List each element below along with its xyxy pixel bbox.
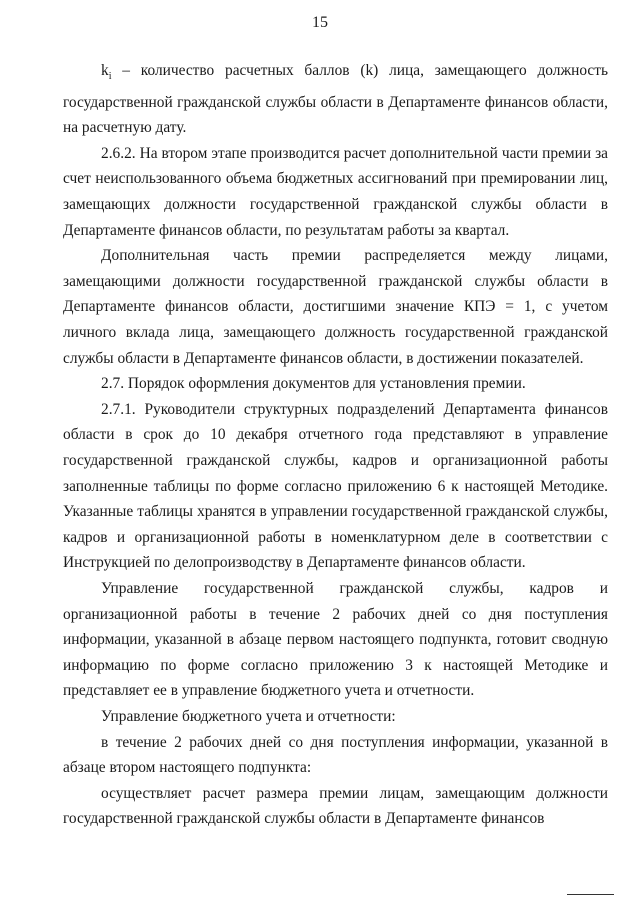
paragraph-calculates-bonus: осуществляет расчет размера премии лицам, замещающим должности государственной гражданской службы области в Департаменте финансов: [63, 784, 608, 828]
paragraph-2-7-heading: 2.7. Порядок оформления документов для установления премии.: [101, 375, 526, 393]
paragraph-within-two-days: в течение 2 рабочих дней со дня поступления информации, указанной в абзаце втором настоящего подпункта:: [63, 733, 608, 777]
paragraph-2-6-2: 2.6.2. На втором этапе производится расчет дополнительной части премии за счет неиспользованного объема бюджетных ассигнований при премировании лиц, замещающих должности государственной гражданской службы области в Департаменте финансов области, по результатам работы за квартал.: [63, 144, 608, 239]
document-body: [63, 58, 608, 832]
paragraph-2-7-1: 2.7.1. Руководители структурных подразделений Департамента финансов области в срок до 10 декабря отчетного года представляют в управление государственной гражданской службы, кадров и организационной работы заполненные таблицы по форме согласно приложению 6 к настоящей Методике. Указанные таблицы хранятся в управлении государственной гражданской службы, кадров и организационной работы в номенклатурном деле в соответствии с Инструкцией по делопроизводству в Департаменте финансов области.: [63, 400, 608, 572]
paragraph-additional-part: Дополнительная часть премии распределяется между лицами, замещающими должности государственной гражданской службы области в Департаменте финансов области, достигшими значение КПЭ = 1, с учетом личного вклада лица, замещающего должность государственной гражданской службы области в Департаменте финансов области, в достижении показателей.: [63, 247, 608, 367]
paragraph-hr-department: Управление государственной гражданской службы, кадров и организационной работы в течение 2 рабочих дней со дня поступления информации, указанной в абзаце первом настоящего подпункта, готовит сводную информацию по форме согласно приложению 3 к настоящей Методике и представляет ее в управление бюджетного учета и отчетности.: [63, 579, 608, 700]
paragraph-ki-definition: $k_i$ – количество расчетных баллов (k) лица, замещающего должность государственной гражданской службы области в Департаменте финансов области, на расчетную дату.: [63, 62, 608, 137]
paragraph-accounting-department: Управление бюджетного учета и отчетности:: [101, 707, 396, 725]
footnote-divider: [567, 894, 614, 895]
page-number: 15: [312, 14, 328, 31]
subscript-i: i: [108, 71, 112, 83]
